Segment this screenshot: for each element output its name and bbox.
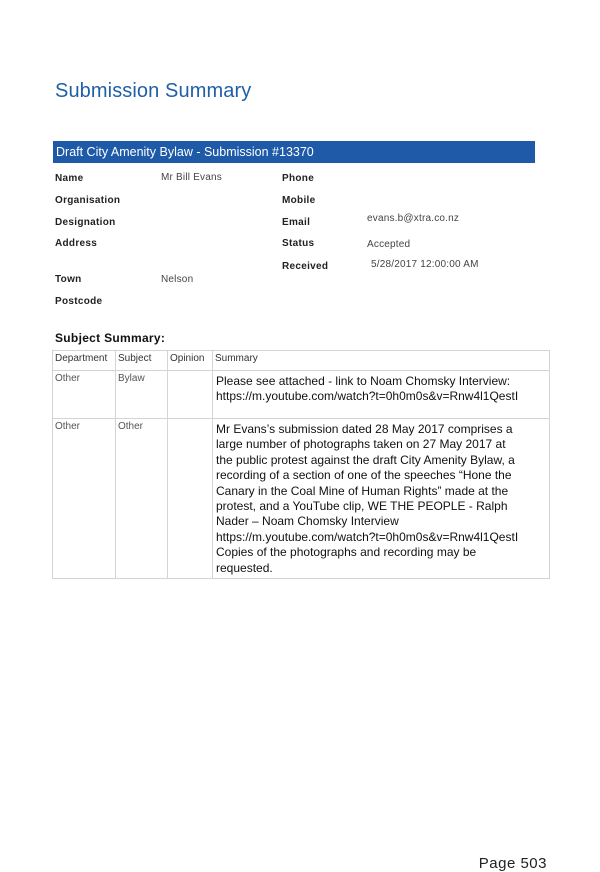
- designation-label: Designation: [55, 217, 116, 228]
- summary-text: Please see attached - link to Noam Chomsky Interview: https://m.youtube.com/watch?t=0h0m0s&v=Rnw4l1QestI: [216, 374, 519, 404]
- opinion-cell: [168, 371, 213, 419]
- opinion-cell: [168, 419, 213, 579]
- subject-cell: Bylaw: [116, 371, 168, 419]
- received-value: 5/28/2017 12:00:00 AM: [371, 259, 479, 270]
- address-label: Address: [55, 238, 98, 249]
- table-header-row: [53, 351, 550, 371]
- status-value: Accepted: [367, 239, 411, 250]
- column-header-opinion: Opinion: [168, 351, 213, 371]
- subject-summary-heading: Subject Summary:: [55, 331, 166, 345]
- page-title: Submission Summary: [55, 80, 252, 102]
- summary-cell: [213, 419, 550, 579]
- column-header-subject: Subject: [116, 351, 168, 371]
- column-header-summary: Summary: [213, 351, 550, 371]
- subject-cell: Other: [116, 419, 168, 579]
- department-cell: Other: [53, 371, 116, 419]
- name-value: Mr Bill Evans: [161, 172, 222, 183]
- submission-header: Draft City Amenity Bylaw - Submission #13370: [53, 141, 535, 163]
- phone-label: Phone: [282, 173, 315, 184]
- column-header-department: Department: [53, 351, 116, 371]
- mobile-label: Mobile: [282, 195, 316, 206]
- table-row: [53, 371, 550, 419]
- town-label: Town: [55, 274, 82, 285]
- town-value: Nelson: [161, 274, 194, 285]
- subject-summary-table: [52, 350, 550, 579]
- summary-text: Mr Evans’s submission dated 28 May 2017 comprises a large number of photographs taken on 27 May 2017 at the public protest against the draft City Amenity Bylaw, a recording of a section of one of the speeches “Hone the Canary in the Coal Mine of Human Rights” made at the protest, and a YouTube clip, WE THE PEOPLE - Ralph Nader – Noam Chomsky Interview https://m.youtube.com/watch?t=0h0m0s&v=Rnw4l1QestI Copies of the photographs and recording may be requested.: [216, 422, 519, 575]
- page-number: Page 503: [478, 855, 547, 872]
- postcode-label: Postcode: [55, 296, 103, 307]
- organisation-label: Organisation: [55, 195, 121, 206]
- name-label: Name: [55, 173, 84, 184]
- status-label: Status: [282, 238, 315, 249]
- summary-cell: [213, 371, 550, 419]
- email-label: Email: [282, 217, 311, 228]
- department-cell: Other: [53, 419, 116, 579]
- received-label: Received: [282, 261, 329, 272]
- table-row: [53, 419, 550, 579]
- email-value: evans.b@xtra.co.nz: [367, 213, 460, 224]
